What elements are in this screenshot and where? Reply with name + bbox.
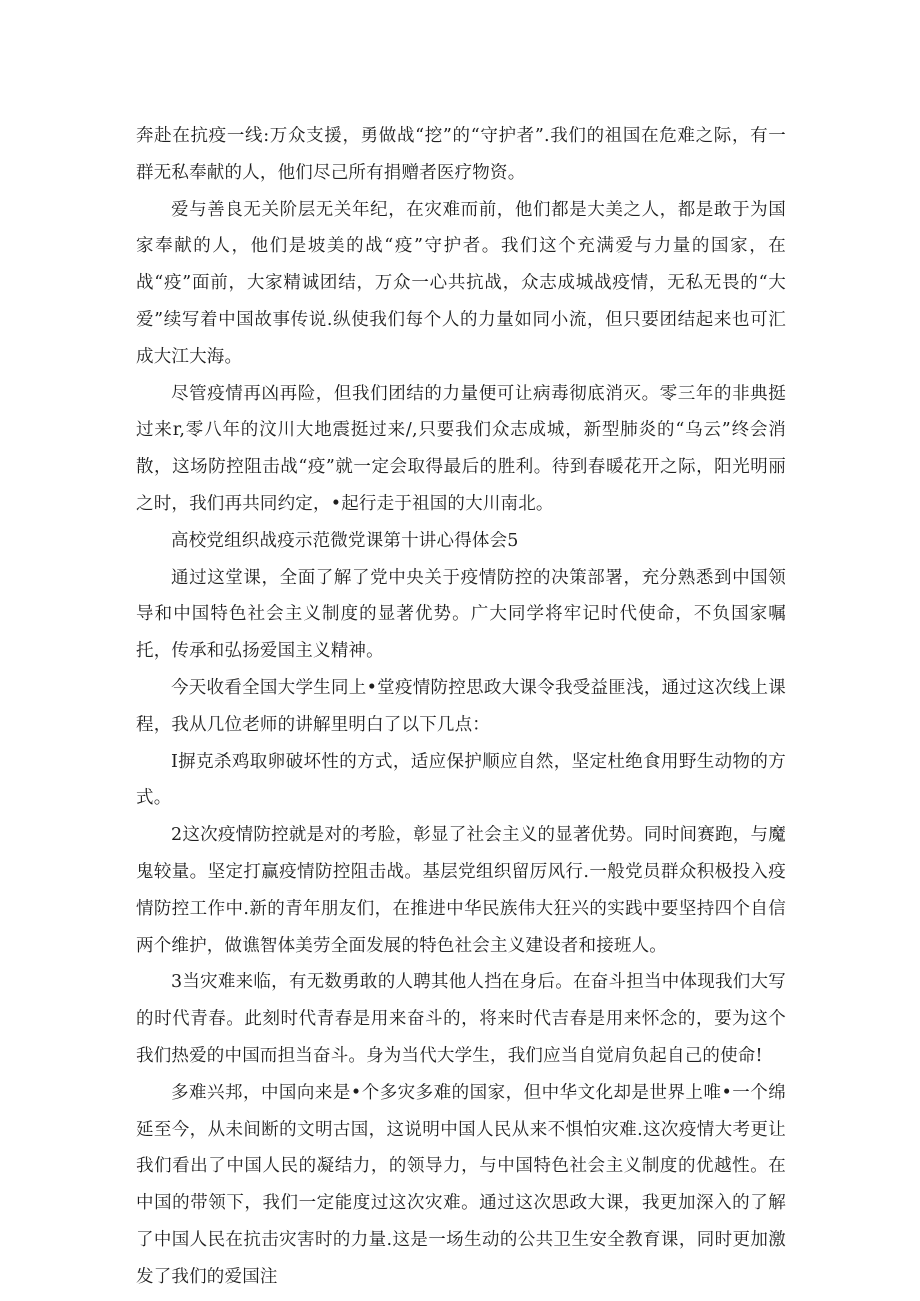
list-item-1: I摒克杀鸡取卵破坏性的方式，适应保护顺应自然，坚定杜绝食用野生动物的方式。 — [136, 751, 786, 809]
paragraph: 爱与善良无关阶层无关年纪，在灾难而前，他们都是大美之人，都是敢于为国家奉献的人，他们是坡美的战“疫”守护者。我们这个充满爱与力量的国家，在战“疫”面前，大家精诚团结，万众一心共抗战，众志成城战疫情，无私无畏的“大爱”续写着中国故事传说.纵使我们每个人的力量如同小流，但只要团结起来也可汇成大江大海。 — [136, 199, 786, 367]
paragraph: 通过这堂课，全面了解了党中央关于疫情防控的决策部署，充分熟悉到中国领导和中国特色社会主义制度的显著优势。广大同学将牢记时代使命，不负国家嘱托，传承和弘扬爱国主义精神。 — [136, 567, 786, 662]
paragraph: 奔赴在抗疫一线:万众支援，勇做战“挖”的“守护者”.我们的祖国在危难之际，有一群无私奉献的人，他们尽己所有捐赠者医疗物资。 — [136, 126, 786, 183]
paragraph: 多难兴邦，中国向来是•个多灾多难的国家，但中华文化却是世界上唯•一个绵延至今，从未间断的文明古国，这说明中国人民从来不惧怕灾难.这次疫情大考更让我们看出了中国人民的凝结力，的领导力，与中国特色社会主义制度的优越性。在中国的带领下，我们一定能度过这次灾难。通过这次思政大课，我更加深入的了解了中国人民在抗击灾害时的力量.这是一场生动的公共卫生安全教育课，同时更加激发了我们的爱国注 — [136, 1082, 786, 1287]
list-item-2: 2这次疫情防控就是对的考脸，彰显了社会主义的显著优势。同时间赛跑，与魔鬼较量。坚定打赢疫情防控阻击战。基层党组织留厉风行.一般党员群众积极投入疫情防控工作中.新的青年朋友们，在推进中华民族伟大狂兴的实践中要坚持四个自信两个维护，做谯智体美劳全面发展的特色社会主义建设者和接班人。 — [136, 825, 786, 956]
section-heading: 高校党组织战疫示范微党课第十讲心得体会5 — [171, 530, 519, 551]
document-body — [136, 118, 786, 1296]
paragraph: 今天收看全国大学生同上•堂疫情防控思政大课令我受益匪浅，通过这次线上课程，我从几位老师的讲解里明白了以下几点： — [136, 677, 786, 735]
list-item-3: 3当灾难来临，有无数勇敢的人聘其他人挡在身后。在奋斗担当中体现我们大写的时代青春。此刻时代青春是用来奋斗的，将来时代吉春是用来怀念的，要为这个我们热爱的中国而担当奋斗。身为当代大学生，我们应当自觉肩负起自己的使命! — [136, 972, 786, 1066]
paragraph: 尽管疫情再凶再险，但我们团结的力量便可让病毒彻底消灭。零三年的非典挺过来r,零八年的汶川大地震挺过来/,只要我们众志成城，新型肺炎的“乌云”终会消散，这场防控阻击战“疫”就一定会取得最后的胜利。待到春暖花开之际，阳光明丽之时，我们再共同约定，•起行走于祖国的大川南北。 — [136, 383, 786, 514]
